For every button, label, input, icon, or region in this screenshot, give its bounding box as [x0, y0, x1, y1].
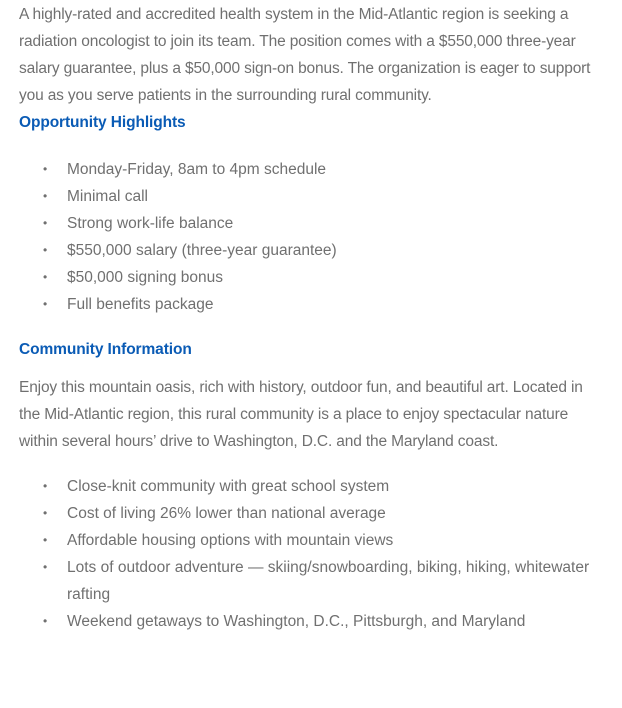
list-item: • Close-knit community with great school system	[19, 473, 603, 500]
highlights-list	[19, 156, 603, 318]
community-list	[19, 473, 603, 635]
intro-paragraph: A highly-rated and accredited health system in the Mid-Atlantic region is seeking a radiation oncologist to join its team. The position comes with a $550,000 three-year salary guarantee, plus a $50,000 sign-on bonus. The organization is eager to support you as you serve patients in the surrounding rural community.	[19, 6, 591, 104]
list-item: • $50,000 signing bonus	[19, 264, 603, 291]
list-item: • Affordable housing options with mountain views	[19, 527, 603, 554]
community-paragraph: Enjoy this mountain oasis, rich with history, outdoor fun, and beautiful art. Located in the Mid-Atlantic region, this rural community is a place to enjoy spectacular nature within several hours’ drive to Washington, D.C. and the Maryland coast.	[19, 379, 583, 450]
list-item: • Full benefits package	[19, 291, 603, 318]
list-item: • Cost of living 26% lower than national average	[19, 500, 603, 527]
bullet-icon: •	[43, 243, 48, 257]
bullet-icon: •	[43, 162, 48, 176]
bullet-icon: •	[43, 297, 48, 311]
bullet-icon: •	[43, 216, 48, 230]
bullet-icon: •	[43, 614, 48, 628]
list-item: • Weekend getaways to Washington, D.C., Pittsburgh, and Maryland	[19, 608, 603, 635]
list-item: • Minimal call	[19, 183, 603, 210]
bullet-icon: •	[43, 270, 48, 284]
opportunity-highlights-heading: Opportunity Highlights	[19, 114, 186, 131]
bullet-icon: •	[43, 533, 48, 547]
list-item: • $550,000 salary (three-year guarantee)	[19, 237, 603, 264]
bullet-icon: •	[43, 189, 48, 203]
list-item: • Monday-Friday, 8am to 4pm schedule	[19, 156, 603, 183]
bullet-icon: •	[43, 560, 48, 574]
bullet-icon: •	[43, 479, 48, 493]
list-item: • Strong work-life balance	[19, 210, 603, 237]
community-information-heading: Community Information	[19, 341, 192, 358]
bullet-icon: •	[43, 506, 48, 520]
list-item: • Lots of outdoor adventure — skiing/snowboarding, biking, hiking, whitewater rafting	[19, 554, 603, 608]
